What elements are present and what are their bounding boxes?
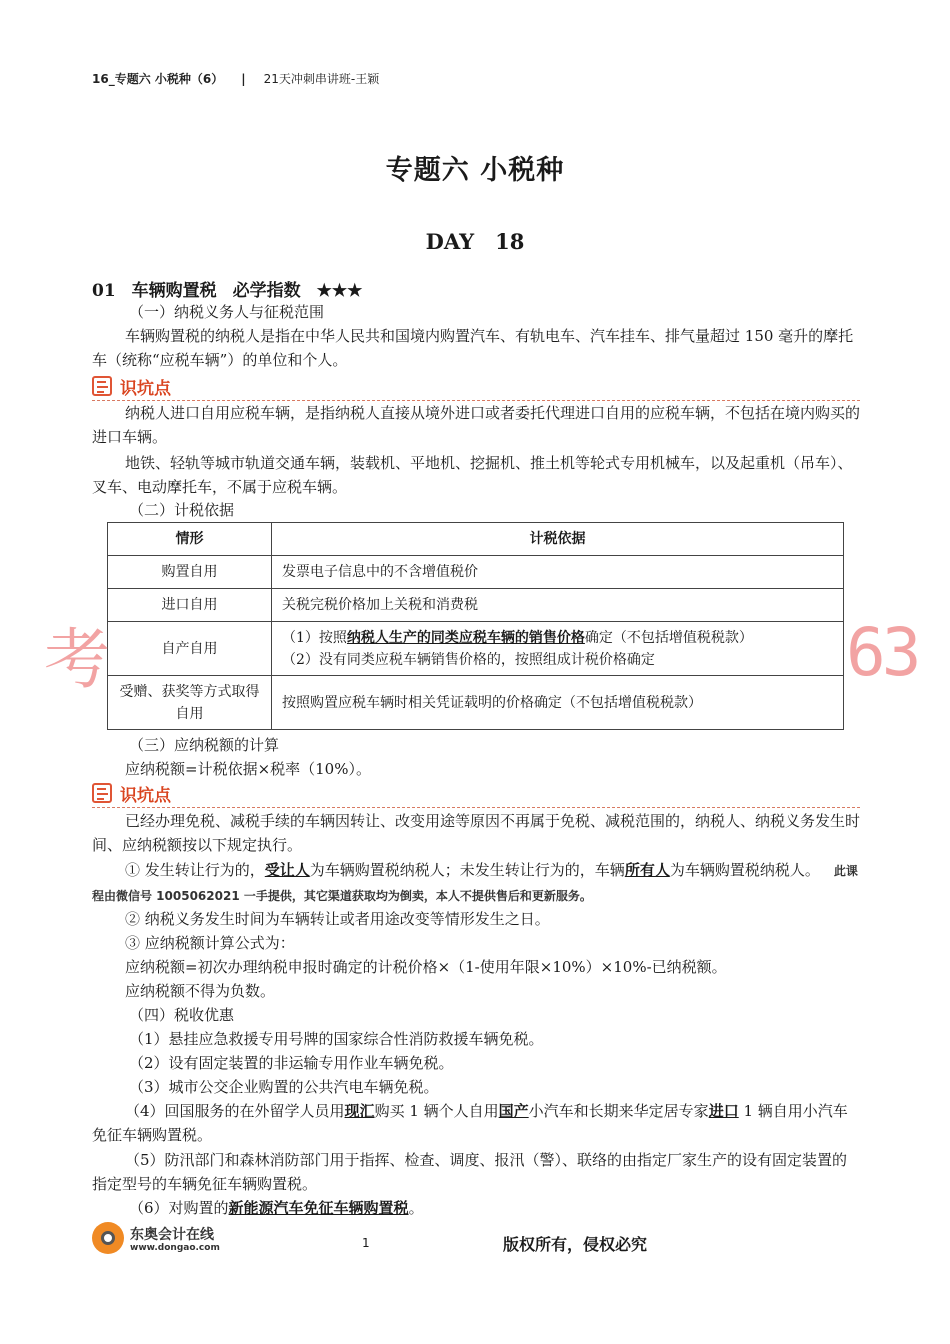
brand-name: 东奥会计在线	[130, 1227, 214, 1243]
table-row	[108, 556, 844, 589]
text: 为车辆购置税纳税人；未发生转让行为的，车辆	[309, 861, 625, 879]
header-separator: |	[241, 72, 246, 86]
table-cell: 关税完税价格加上关税和消费税	[272, 589, 844, 622]
lesson-title: 16_专题六 小税种（6）	[92, 72, 224, 86]
list-item: （2）设有固定装置的非运输专用作业车辆免税。	[129, 1054, 454, 1072]
text: （1）按照	[282, 629, 347, 646]
text: ① 发生转让行为的，	[125, 861, 265, 879]
cell-line	[282, 627, 833, 649]
table-row	[108, 676, 844, 730]
emphasis: 新能源汽车免征车辆购置税	[228, 1199, 409, 1217]
subsection-heading: （一）纳税义务人与征税范围	[129, 303, 325, 321]
list-item: （3）城市公交企业购置的公共汽电车辆免税。	[129, 1078, 439, 1096]
text: （6）对购置的	[129, 1199, 229, 1217]
table-cell: 进口自用	[108, 589, 272, 622]
table-cell: 自产自用	[108, 622, 272, 676]
paragraph: 地铁、轻轨等城市轨道交通车辆，装载机、平地机、挖掘机、推土机等轮式专用机械车，以及起重机（吊车）、叉车、电动摩托车，不属于应税车辆。	[92, 454, 853, 496]
text: （4）回国服务的在外留学人员用	[125, 1102, 345, 1120]
importance-stars: ★★★	[316, 281, 363, 301]
list-item: （1）悬挂应急救援专用号牌的国家综合性消防救援车辆免税。	[129, 1030, 544, 1048]
text: 。	[408, 1199, 424, 1217]
emphasis: 纳税人生产的同类应税车辆的销售价格	[346, 629, 585, 646]
formula: 应纳税额=初次办理纳税申报时确定的计税价格×（1-使用年限×10%）×10%-已纳税额。	[125, 958, 727, 976]
table-cell: 发票电子信息中的不含增值税价	[272, 556, 844, 589]
text: 确定（不包括增值税税款）	[584, 629, 753, 646]
subsection-heading: （三）应纳税额的计算	[129, 736, 280, 754]
formula: 应纳税额=计税依据×税率（10%）。	[125, 760, 371, 778]
section-number: 01	[92, 281, 116, 301]
text: 1 辆自用小汽车免征车辆购置税。	[92, 1102, 848, 1144]
list-item	[92, 1196, 860, 1220]
watermark-right: 63	[846, 614, 918, 691]
watermark-left: 考	[44, 621, 110, 698]
paragraph: 纳税人进口自用应税车辆，是指纳税人直接从境外进口或者委托代理进口自用的应税车辆，不包括在境内购买的进口车辆。	[92, 404, 861, 446]
distribution-notice: 此课程由微信号 1005062021 一手提供，其它渠道获取均为倒卖，本人不提供售后和更新服务。	[92, 864, 858, 903]
note-icon	[92, 783, 112, 803]
list-item: （5）防汛部门和森林消防部门用于指挥、检查、调度、报汛（警）、联络的由指定厂家生产的设有固定装置的指定型号的车辆免征车辆购置税。	[92, 1151, 848, 1193]
table-cell: 购置自用	[108, 556, 272, 589]
paragraph: 已经办理免税、减税手续的车辆因转让、改变用途等原因不再属于免税、减税范围的，纳税人、纳税义务发生时间、应纳税额按以下规定执行。	[92, 812, 861, 854]
text: 购买 1 辆个人自用	[374, 1102, 499, 1120]
paragraph: 车辆购置税的纳税人是指在中华人民共和国境内购置汽车、有轨电车、汽车挂车、排气量超过 150 毫升的摩托车（统称“应税车辆”）的单位和个人。	[92, 327, 854, 369]
keypoint-label: 识坑点	[120, 786, 171, 806]
table-header-row	[108, 523, 844, 556]
paragraph: 应纳税额不得为负数。	[125, 982, 276, 1000]
section-name: 车辆购置税	[131, 281, 217, 301]
course-name: 21天冲刺串讲班-王颖	[263, 72, 380, 86]
emphasis: 国产	[498, 1102, 529, 1120]
keypoint-banner	[92, 375, 860, 401]
page-header	[92, 70, 379, 87]
copyright-notice: 版权所有，侵权必究	[503, 1235, 648, 1254]
page-number: 1	[362, 1236, 370, 1250]
page-title: 专题六 小税种	[385, 155, 565, 186]
paragraph: ③ 应纳税额计算公式为：	[125, 934, 295, 952]
keypoint-label: 识坑点	[120, 379, 171, 399]
emphasis: 所有人	[624, 861, 670, 879]
text: 为车辆购置税纳税人。	[669, 861, 820, 879]
keypoint-banner	[92, 782, 860, 808]
column-header: 计税依据	[272, 523, 844, 556]
emphasis: 受让人	[264, 861, 310, 879]
table-row	[108, 589, 844, 622]
subsection-heading: （二）计税依据	[129, 501, 235, 519]
subsection-heading: （四）税收优惠	[129, 1006, 235, 1024]
table-cell: 受赠、获奖等方式取得自用	[108, 676, 272, 730]
index-label: 必学指数	[232, 281, 301, 301]
note-icon	[92, 376, 112, 396]
paragraph	[92, 858, 860, 908]
emphasis: 现汇	[344, 1102, 375, 1120]
paragraph: ② 纳税义务发生时间为车辆转让或者用途改变等情形发生之日。	[125, 910, 550, 928]
day-label: DAY 18	[425, 229, 525, 254]
table-cell: 按照购置应税车辆时相关凭证载明的价格确定（不包括增值税税款）	[272, 676, 844, 730]
table-row	[108, 622, 844, 676]
text: 小汽车和长期来华定居专家	[528, 1102, 709, 1120]
logo-icon	[92, 1222, 124, 1254]
table-cell	[272, 622, 844, 676]
section-heading	[92, 276, 378, 301]
brand-url: www.dongao.com	[130, 1243, 220, 1253]
emphasis: 进口	[708, 1102, 739, 1120]
column-header: 情形	[108, 523, 272, 556]
list-item	[92, 1099, 860, 1147]
tax-basis-table	[107, 522, 844, 730]
cell-line: （2）没有同类应税车辆销售价格的，按照组成计税价格确定	[282, 651, 655, 668]
